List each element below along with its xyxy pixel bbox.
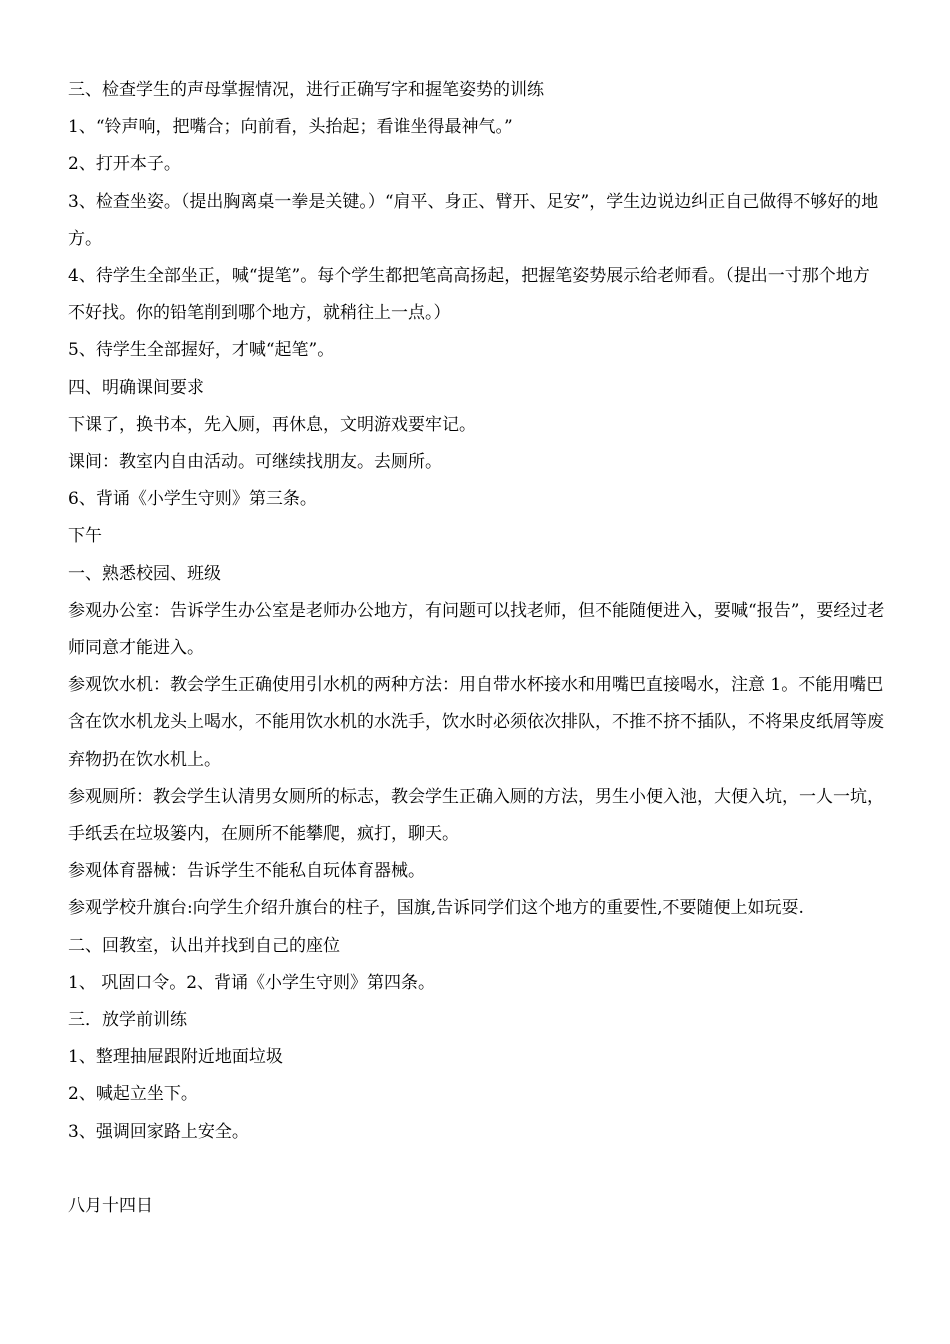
tidy-desk: 1、整理抽屉跟附近地面垃圾 bbox=[68, 1047, 283, 1068]
afternoon-heading: 下午 bbox=[68, 526, 102, 547]
blank-spacer bbox=[68, 1151, 886, 1188]
section-heading-campus: 一、熟悉校园、班级 bbox=[68, 563, 221, 584]
consolidate-commands: 1、 巩固口令。2、背诵《小学生守则》第四条。 bbox=[68, 972, 436, 993]
recite-rule-three: 6、背诵《小学生守则》第三条。 bbox=[68, 489, 317, 510]
visit-water-dispenser: 参观饮水机：教会学生正确使用引水机的两种方法：用自带水杯接水和用嘴巴直接喝水，注意 1。不能用嘴巴含在饮水机龙头上喝水，不能用饮水机的水洗手，饮水时必须依次排队，不推不挤不插队，不将果皮纸屑等废弃物扔在饮水机上。 bbox=[68, 675, 884, 770]
visit-restroom: 参观厕所：教会学生认清男女厕所的标志，教会学生正确入厕的方法，男生小便入池，大便入坑，一人一坑，手纸丢在垃圾篓内，在厕所不能攀爬，疯打，聊天。 bbox=[68, 786, 884, 845]
step-lift-pen: 4、待学生全部坐正，喊“提笔”。每个学生都把笔高高扬起，把握笔姿势展示给老师看。（提出一寸那个地方不好找。你的铅笔削到哪个地方，就稍往上一点。） bbox=[68, 266, 870, 324]
document-page bbox=[68, 72, 886, 1225]
safety-reminder: 3、强调回家路上安全。 bbox=[68, 1121, 249, 1142]
section-heading-return-classroom: 二、回教室，认出并找到自己的座位 bbox=[68, 935, 340, 956]
break-rhyme: 下课了，换书本，先入厕，再休息，文明游戏要牢记。 bbox=[68, 414, 476, 435]
section-heading-break-rules: 四、明确课间要求 bbox=[68, 377, 204, 398]
section-heading-check-initials: 三、检查学生的声母掌握情况，进行正确写字和握笔姿势的训练 bbox=[68, 80, 544, 100]
visit-sports-equipment: 参观体育器械：告诉学生不能私自玩体育器械。 bbox=[68, 861, 425, 882]
step-start-writing: 5、待学生全部握好，才喊“起笔”。 bbox=[68, 340, 335, 361]
stand-sit-command: 2、喊起立坐下。 bbox=[68, 1084, 198, 1105]
step-check-posture: 3、检查坐姿。（提出胸离桌一拳是关键。）“肩平、身正、臂开、足安”，学生边说边纠正自己做得不够好的地方。 bbox=[68, 191, 879, 249]
section-heading-dismissal: 三．放学前训练 bbox=[68, 1010, 187, 1031]
chant-line: 1、“铃声响，把嘴合；向前看，头抬起；看谁坐得最神气。” bbox=[68, 117, 513, 138]
visit-office: 参观办公室：告诉学生办公室是老师办公地方，有问题可以找老师，但不能随便进入，要喊“报告”，要经过老师同意才能进入。 bbox=[68, 600, 885, 659]
visit-flag-platform: 参观学校升旗台:向学生介绍升旗台的柱子，国旗,告诉同学们这个地方的重要性,不要随便上如玩耍. bbox=[68, 898, 804, 919]
step-open-notebook: 2、打开本子。 bbox=[68, 154, 181, 175]
date-heading: 八月十四日 bbox=[68, 1195, 153, 1216]
break-activity: 课间：教室内自由活动。可继续找朋友。去厕所。 bbox=[68, 452, 442, 473]
